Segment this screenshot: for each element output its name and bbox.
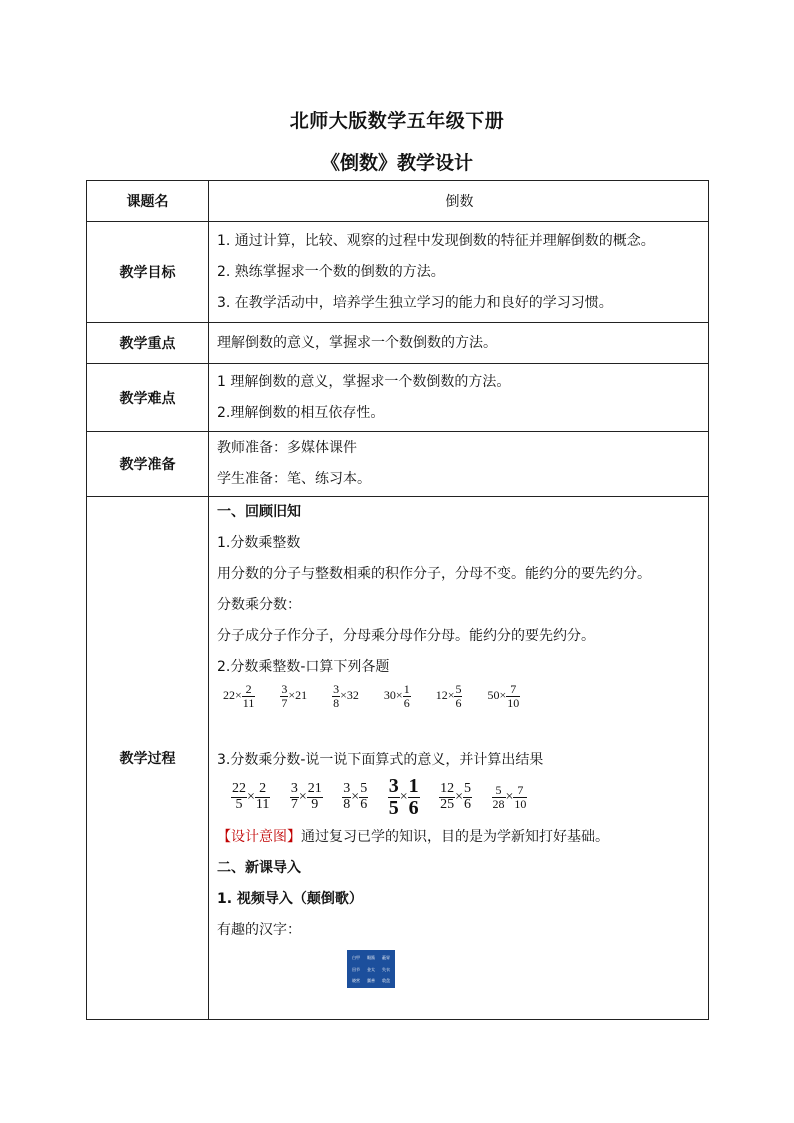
expression: $\frac{12}{25}$ × $\frac{5}{6}$	[440, 781, 472, 812]
page-subtitle: 《倒数》教学设计	[320, 152, 473, 174]
key-line: 理解倒数的意义，掌握求一个数倒数的方法。	[217, 334, 497, 351]
prep-line: 教师准备：多媒体课件	[217, 440, 357, 456]
value-process	[209, 497, 709, 1020]
expression: $\frac{3}{5}$ × $\frac{1}{6}$	[388, 775, 419, 819]
lesson-plan-table	[86, 180, 709, 1020]
subsection-heading: 1. 视频导入（颠倒歌）	[217, 891, 363, 907]
label-goals: 教学目标	[87, 222, 209, 323]
prep-line: 学生准备：笔、练习本。	[217, 471, 371, 487]
process-line: 3.分数乘分数-说一说下面算式的意义，并计算出结果	[217, 752, 544, 768]
expression: $\frac{22}{5}$ × $\frac{2}{11}$	[232, 781, 270, 812]
goal-line: 1. 通过计算，比较、观察的过程中发现倒数的特征并理解倒数的概念。	[217, 232, 655, 249]
goal-line: 2. 熟练掌握求一个数的倒数的方法。	[217, 263, 445, 280]
label-process: 教学过程	[87, 497, 209, 1020]
design-intent	[217, 822, 702, 853]
process-line: 1.分数乘整数	[217, 535, 301, 551]
difficult-line: 1 理解倒数的意义，掌握求一个数倒数的方法。	[217, 373, 511, 390]
value-goals	[209, 222, 709, 323]
expression: $\frac{3}{8}$ × $\frac{5}{6}$	[343, 781, 368, 812]
expression: 12× $\frac{5}{6}$	[435, 682, 462, 710]
row-key	[87, 323, 709, 364]
difficult-line: 2.理解倒数的相互依存性。	[217, 404, 385, 421]
goal-line: 3. 在教学活动中，培养学生独立学习的能力和良好的学习习惯。	[217, 294, 613, 311]
intent-tag: 【设计意图】	[217, 829, 301, 845]
process-line: 2.分数乘整数-口算下列各题	[217, 659, 390, 675]
process-line: 分子成分子作分子，分母乘分母作分母。能约分的要先约分。	[217, 628, 595, 644]
process-line: 有趣的汉字：	[217, 922, 301, 938]
label-prep: 教学准备	[87, 432, 209, 497]
expression: $\frac{3}{8}$ ×32	[333, 682, 359, 710]
expression: 50× $\frac{7}{10}$	[487, 682, 520, 710]
chinese-characters-image: 白甲 眼酱 蔽胃 田节 金太 失衣 晓营 翼善 敦盘	[347, 950, 395, 988]
process-line: 分数乘分数：	[217, 597, 301, 613]
expression: 22× $\frac{2}{11}$	[223, 682, 255, 710]
value-topic: 倒数	[209, 181, 709, 222]
value-prep	[209, 432, 709, 497]
row-difficult	[87, 364, 709, 432]
expression: $\frac{5}{28}$ × $\frac{7}{10}$	[492, 783, 527, 811]
intent-text: 通过复习已学的知识，目的是为学新知打好基础。	[301, 829, 609, 845]
row-process	[87, 497, 709, 1020]
label-difficult: 教学难点	[87, 364, 209, 432]
oral-calc-expressions	[217, 683, 702, 721]
label-topic: 课题名	[87, 181, 209, 222]
value-difficult	[209, 364, 709, 432]
row-topic	[87, 181, 709, 222]
row-goals	[87, 222, 709, 323]
expression: $\frac{3}{7}$ × $\frac{21}{9}$	[290, 781, 322, 812]
page-title: 北师大版数学五年级下册	[289, 110, 505, 132]
value-key	[209, 323, 709, 364]
section-heading: 二、新课导入	[217, 860, 301, 876]
process-line: 用分数的分子与整数相乘的积作分子，分母不变。能约分的要先约分。	[217, 566, 651, 582]
section-heading: 一、回顾旧知	[217, 504, 301, 520]
row-prep	[87, 432, 709, 497]
expression: $\frac{3}{7}$ ×21	[281, 682, 308, 710]
label-key: 教学重点	[87, 323, 209, 364]
expression: 30× $\frac{1}{6}$	[383, 682, 410, 710]
fraction-multiplication-expressions	[217, 776, 702, 822]
